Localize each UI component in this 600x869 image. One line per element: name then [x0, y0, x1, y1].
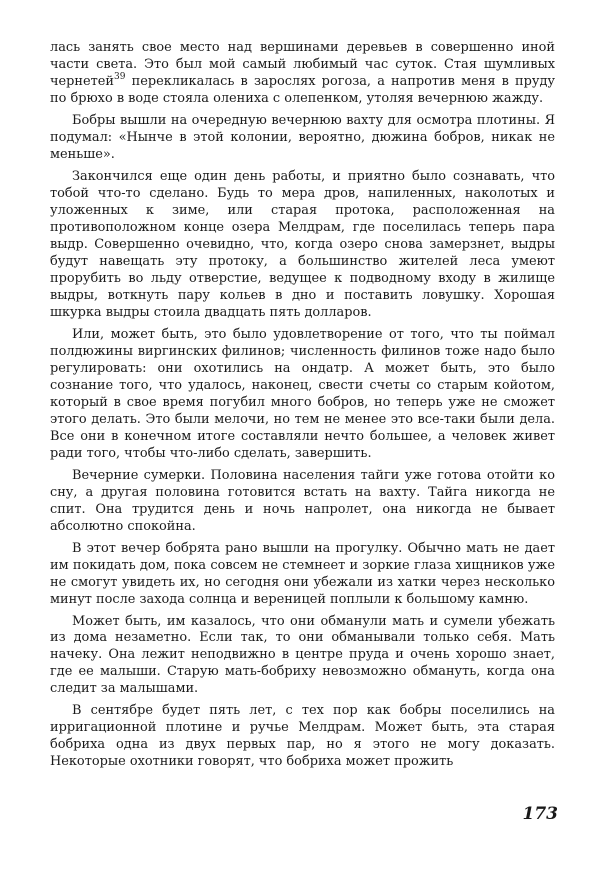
page-number: 173	[522, 804, 558, 824]
paragraph-1-text-cont: перекликалась в зарослях рогоза, а напротив меня в пруду по брюхо в воде стояла олениха с олепенком, утоляя вечернюю жажду.	[50, 73, 555, 106]
paragraph-3: Закончился еще один день работы, и приятно было сознавать, что тобой что-то сделано. Будь то мера дров, напиленных, наколотых и уложенных к зиме, или старая протока, расположенная на противоположном конце озера Мелдрам, где поселилась теперь пара выдр. Совершенно очевидно, что, когда озеро снова замерзнет, выдры будут навещать эту протоку, а большинство жителей леса умеют прорубить во льду отверстие, ведущее к подводному входу в жилище выдры, воткнуть пару кольев в дно и поставить ловушку. Хорошая шкурка выдры стоила двадцать пять долларов.	[50, 168, 555, 320]
paragraph-1	[50, 40, 555, 108]
paragraph-8: В сентябре будет пять лет, с тех пор как бобры поселились на ирригационной плотине и ручье Мелдрам. Может быть, эта старая бобриха одна из двух первых пар, но я этого не могу доказать. Некоторые охотники говорят, что бобриха может прожить	[50, 703, 555, 770]
paragraph-1-text: лась занять свое место над вершинами деревьев в совершенно иной части света. Это был мой самый любимый час суток. Стая шумливых чернетей	[50, 40, 555, 89]
paragraph-6: В этот вечер бобрята рано вышли на прогулку. Обычно мать не дает им покидать дом, пока совсем не стемнеет и зоркие глаза хищников уже не смогут увидеть их, но сегодня они убежали из хатки через несколько минут после захода солнца и вереницей поплыли к большому камню.	[50, 540, 555, 607]
paragraph-4: Или, может быть, это было удовлетворение от того, что ты поймал полдюжины виргинских филинов; численность филинов тоже надо было регулировать: они охотились на ондатр. А может быть, это было сознание того, что удалось, наконец, свести счеты со старым койотом, который в свое время погубил много бобров, но теперь уже не сможет этого делать. Это были мелочи, но тем не менее это все-таки были дела. Все они в конечном итоге составляли нечто большее, а человек живет ради того, чтобы что-либо сделать, завершить.	[50, 326, 555, 461]
paragraph-7: Может быть, им казалось, что они обманули мать и сумели убежать из дома незаметно. Если так, то они обманывали только себя. Мать начеку. Она лежит неподвижно в центре пруда и очень хорошо знает, где ее малыши. Старую мать-бобриху невозможно обмануть, когда она следит за малышами.	[50, 613, 555, 697]
page-body	[50, 40, 555, 776]
footnote-marker[interactable]: 39	[113, 71, 126, 82]
paragraph-5: Вечерние сумерки. Половина населения тайги уже готова отойти ко сну, а другая половина готовится встать на вахту. Тайга никогда не спит. Она трудится день и ночь напролет, она никогда не бывает абсолютно спокойна.	[50, 467, 555, 534]
paragraph-2: Бобры вышли на очередную вечернюю вахту для осмотра плотины. Я подумал: «Нынче в этой колонии, вероятно, дюжина бобров, никак не меньше».	[50, 112, 555, 162]
